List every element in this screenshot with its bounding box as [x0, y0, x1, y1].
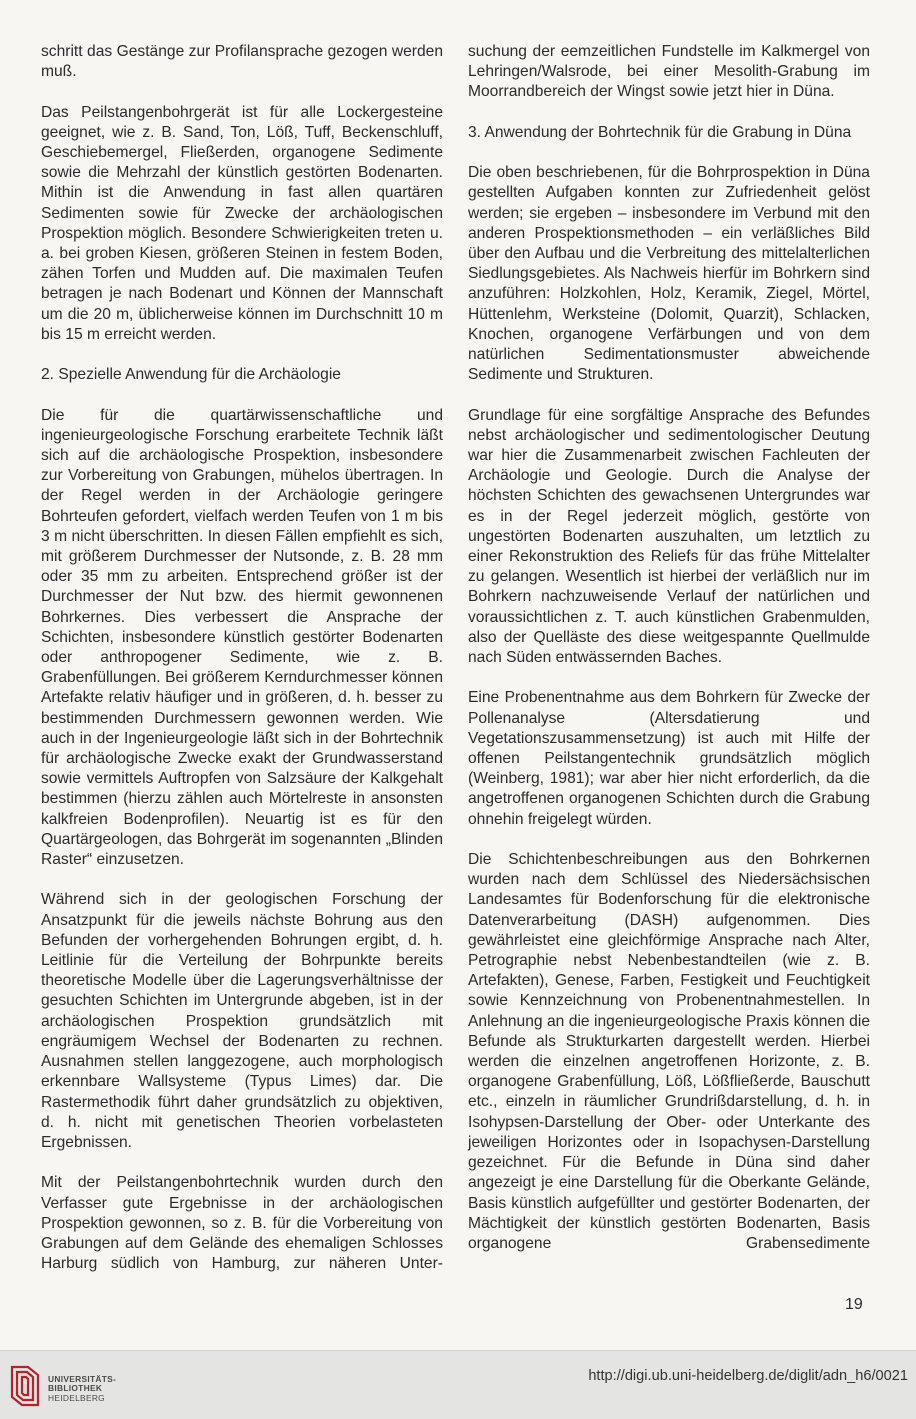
paragraph: Mit der Peilstangenbohrtechnik wurden durch den Verfasser gute Ergebnisse in der archäologischen Prospektion gewonnen, so z. B. für die Vorbereitung von Grabungen auf dem Gelände des ehemaligen Schlosses Harburg südlich von Hamburg, zur näheren Unter- — [41, 1174, 443, 1273]
library-name-line: BIBLIOTHEK — [48, 1383, 103, 1394]
ub-heidelberg-logo-icon[interactable] — [8, 1361, 42, 1409]
paragraph: suchung der eemzeitlichen Fundstelle im Kalkmergel von Lehringen/Walsrode, bei einer Mesolith-Grabung im Moorrandbereich der Wingst sowie jetzt hier in Düna. — [468, 43, 870, 101]
paragraph: Während sich in der geologischen Forschung der Ansatzpunkt für die jeweils nächste Bohrung aus den Befunden der vorhergehenden Bohrungen ergibt, d. h. Leitlinie für die Verteilung der Bohrpunkte bereits theoretische Modelle über die Lagerungsverhältnisse der gesuchten Schichten im Untergrunde abgeben, ist in der archäologischen Prospektion grundsätzlich mit engräumigem Wechsel der Bodenarten zu rechnen. Ausnahmen stellen langgezogene, auch morphologisch erkennbare Wallsysteme (Typus Limes) dar. Die Rastermethodik führt daher grundsätzlich zu objektiven, d. h. nicht mit genetischen Theorien vorbelasteten Ergebnissen. — [41, 891, 443, 1151]
section-heading: 3. Anwendung der Bohrtechnik für die Grabung in Düna — [468, 123, 852, 141]
permalink-url[interactable]: http://digi.ub.uni-heidelberg.de/diglit/adn_h6/0021 — [588, 1368, 908, 1384]
paragraph: Eine Probenentnahme aus dem Bohrkern für Zwecke der Pollenanalyse (Altersdatierung und Vegetationszusammensetzung) ist auch mit Hilfe der offenen Peilstangentechnik grundsätzlich möglich (Weinberg, 1981); war aber hier nicht erforderlich, da die angetroffenen organogenen Schichten durch die Grabung ohnehin freigelegt würden. — [468, 689, 870, 828]
paragraph: Das Peilstangenbohrgerät ist für alle Lockergesteine geeignet, wie z. B. Sand, Ton, Löß, Tuff, Beckenschluff, Geschiebemergel, Fließerden, organogene Sedimente sowie die Mehrzahl der künstlich gestörten Bodenarten. Mithin ist die Anwendung in fast allen quartären Sedimenten sowie für Zwecke der archäologischen Prospektion möglich. Besondere Schwierigkeiten treten u. a. bei groben Kiesen, größeren Steinen in festem Boden, zähen Torfen und Mudden auf. Die maximalen Teufen betragen je nach Bodenart und Können der Mannschaft um die 20 m, üblicherweise können im Durchschnitt 10 m bis 15 m erreicht werden. — [41, 103, 443, 343]
paragraph: Die oben beschriebenen, für die Bohrprospektion in Düna gestellten Aufgaben konnten zur Zufriedenheit gelöst werden; sie ergeben – insbesondere im Verbund mit den anderen Prospektionsmethoden – ein verläßliches Bild über den Aufbau und die Verbreitung des mittelalterlichen Siedlungsgebietes. Als Nachweis hierfür im Bohrkern sind anzuführen: Holzkohlen, Holz, Keramik, Ziegel, Mörtel, Hüttenlehm, Werksteine (Dolomit, Quarzit), Schlacken, Knochen, organogene Verfärbungen und von dem natürlichen Sedimentationsmuster abweichende Sedimente und Strukturen. — [468, 164, 870, 384]
left-column — [41, 42, 443, 1295]
library-name[interactable] — [48, 1375, 116, 1403]
page-number: 19 — [845, 1296, 863, 1313]
paragraph: schritt das Gestänge zur Profilansprache gezogen werden muß. — [41, 43, 443, 81]
paragraph: Die Schichtenbeschreibungen aus den Bohrkernen wurden nach dem Schlüssel des Niedersächsischen Landesamtes für Bodenforschung für die elektronische Datenverarbeitung (DASH) aufgenommen. Dies gewährleistet eine gleichförmige Ansprache nach Alter, Petrographie nebst Nebenbestandteilen (wie z. B. Artefakten), Genese, Farben, Festigkeit und Feuchtigkeit sowie Kennzeichnung von Probenentnahmestellen. In Anlehnung an die ingenieurgeologische Praxis können die Befunde als Strukturkarten dargestellt werden. Hierbei werden die einzelnen angetroffenen Horizonte, z. B. organogene Grabenfüllung, Löß, Lößfließerde, Bauschutt etc., einzeln in räumlicher Grundrißdarstellung, d. h. in Isohypsen-Darstellung der Ober- oder Unterkante des jeweiligen Horizontes oder in Isopachysen-Darstellung gezeichnet. Für die Befunde in Düna sind daher angezeigt je eine Darstellung für die Oberkante Gelände, Basis künstlich aufgefüllter und gestörter Bodenarten, der Mächtigkeit der künstlich gestörten Bodenarten, Basis organogene Grabensedimente — [468, 851, 870, 1252]
viewer-footer — [0, 1350, 916, 1419]
paragraph: Die für die quartärwissenschaftliche und ingenieurgeologische Forschung erarbeitete Technik läßt sich auf die archäologische Prospektion, insbesondere zur Vorbereitung von Grabungen, mühelos übertragen. In der Regel werden in der Archäologie geringere Bohrteufen gefordert, vielfach werden Teufen von 1 m bis 3 m nicht überschritten. In diesen Fällen empfiehlt es sich, mit größerem Durchmesser der Nutsonde, z. B. 28 mm oder 35 mm zu arbeiten. Entsprechend größer ist der Durchmesser der Nut bzw. des hiermit gewonnenen Bohrkernes. Dies verbessert die Ansprache der Schichten, insbesondere künstlich gestörter Bodenarten oder anthropogener Sedimente, wie z. B. Grabenfüllungen. Bei größerem Kerndurchmesser können Artefakte relativ häufiger und in größeren, d. h. besser zu bestimmenden Durchmessern gewonnen werden. Wie auch in der Ingenieurgeologie läßt sich in der Bohrtechnik für archäologische Zwecke exakt der Grundwasserstand sowie vermittels Auftropfen von Salzsäure der Kalkgehalt bestimmen (hierzu zählen auch Mörtelreste in ansonsten kalkfreien Bodenprofilen). Neuartig ist es für den Quartärgeologen, das Bohrgerät im sogenannten „Blinden Raster“ einzusetzen. — [41, 406, 443, 869]
library-name-line: HEIDELBERG — [48, 1392, 105, 1403]
library-name-line: UNIVERSITÄTS- — [48, 1374, 117, 1384]
right-column — [468, 42, 870, 1274]
section-heading: 2. Spezielle Anwendung für die Archäologie — [41, 366, 341, 384]
paragraph: Grundlage für eine sorgfältige Ansprache des Befundes nebst archäologischer und sedimentologischer Deutung war hier die Zusammenarbeit zwischen Fachleuten der Archäologie und Geologie. Durch die Analyse der höchsten Schichten des gewachsenen Untergrundes war es in der Regel jederzeit möglich, gestörte von ungestörten Bodenarten auszuhalten, um letztlich zu einer Rekonstruktion des Reliefs für das frühe Mittelalter zu gelangen. Wesentlich ist hierbei der verläßlich nur im Bohrkern nachzuweisende Verlauf der natürlichen und voraussichtlichen z. T. auch künstlichen Grabenmulden, also der Quelläste des diese weitgespannte Quellmulde nach Süden entwässernden Baches. — [468, 406, 870, 667]
